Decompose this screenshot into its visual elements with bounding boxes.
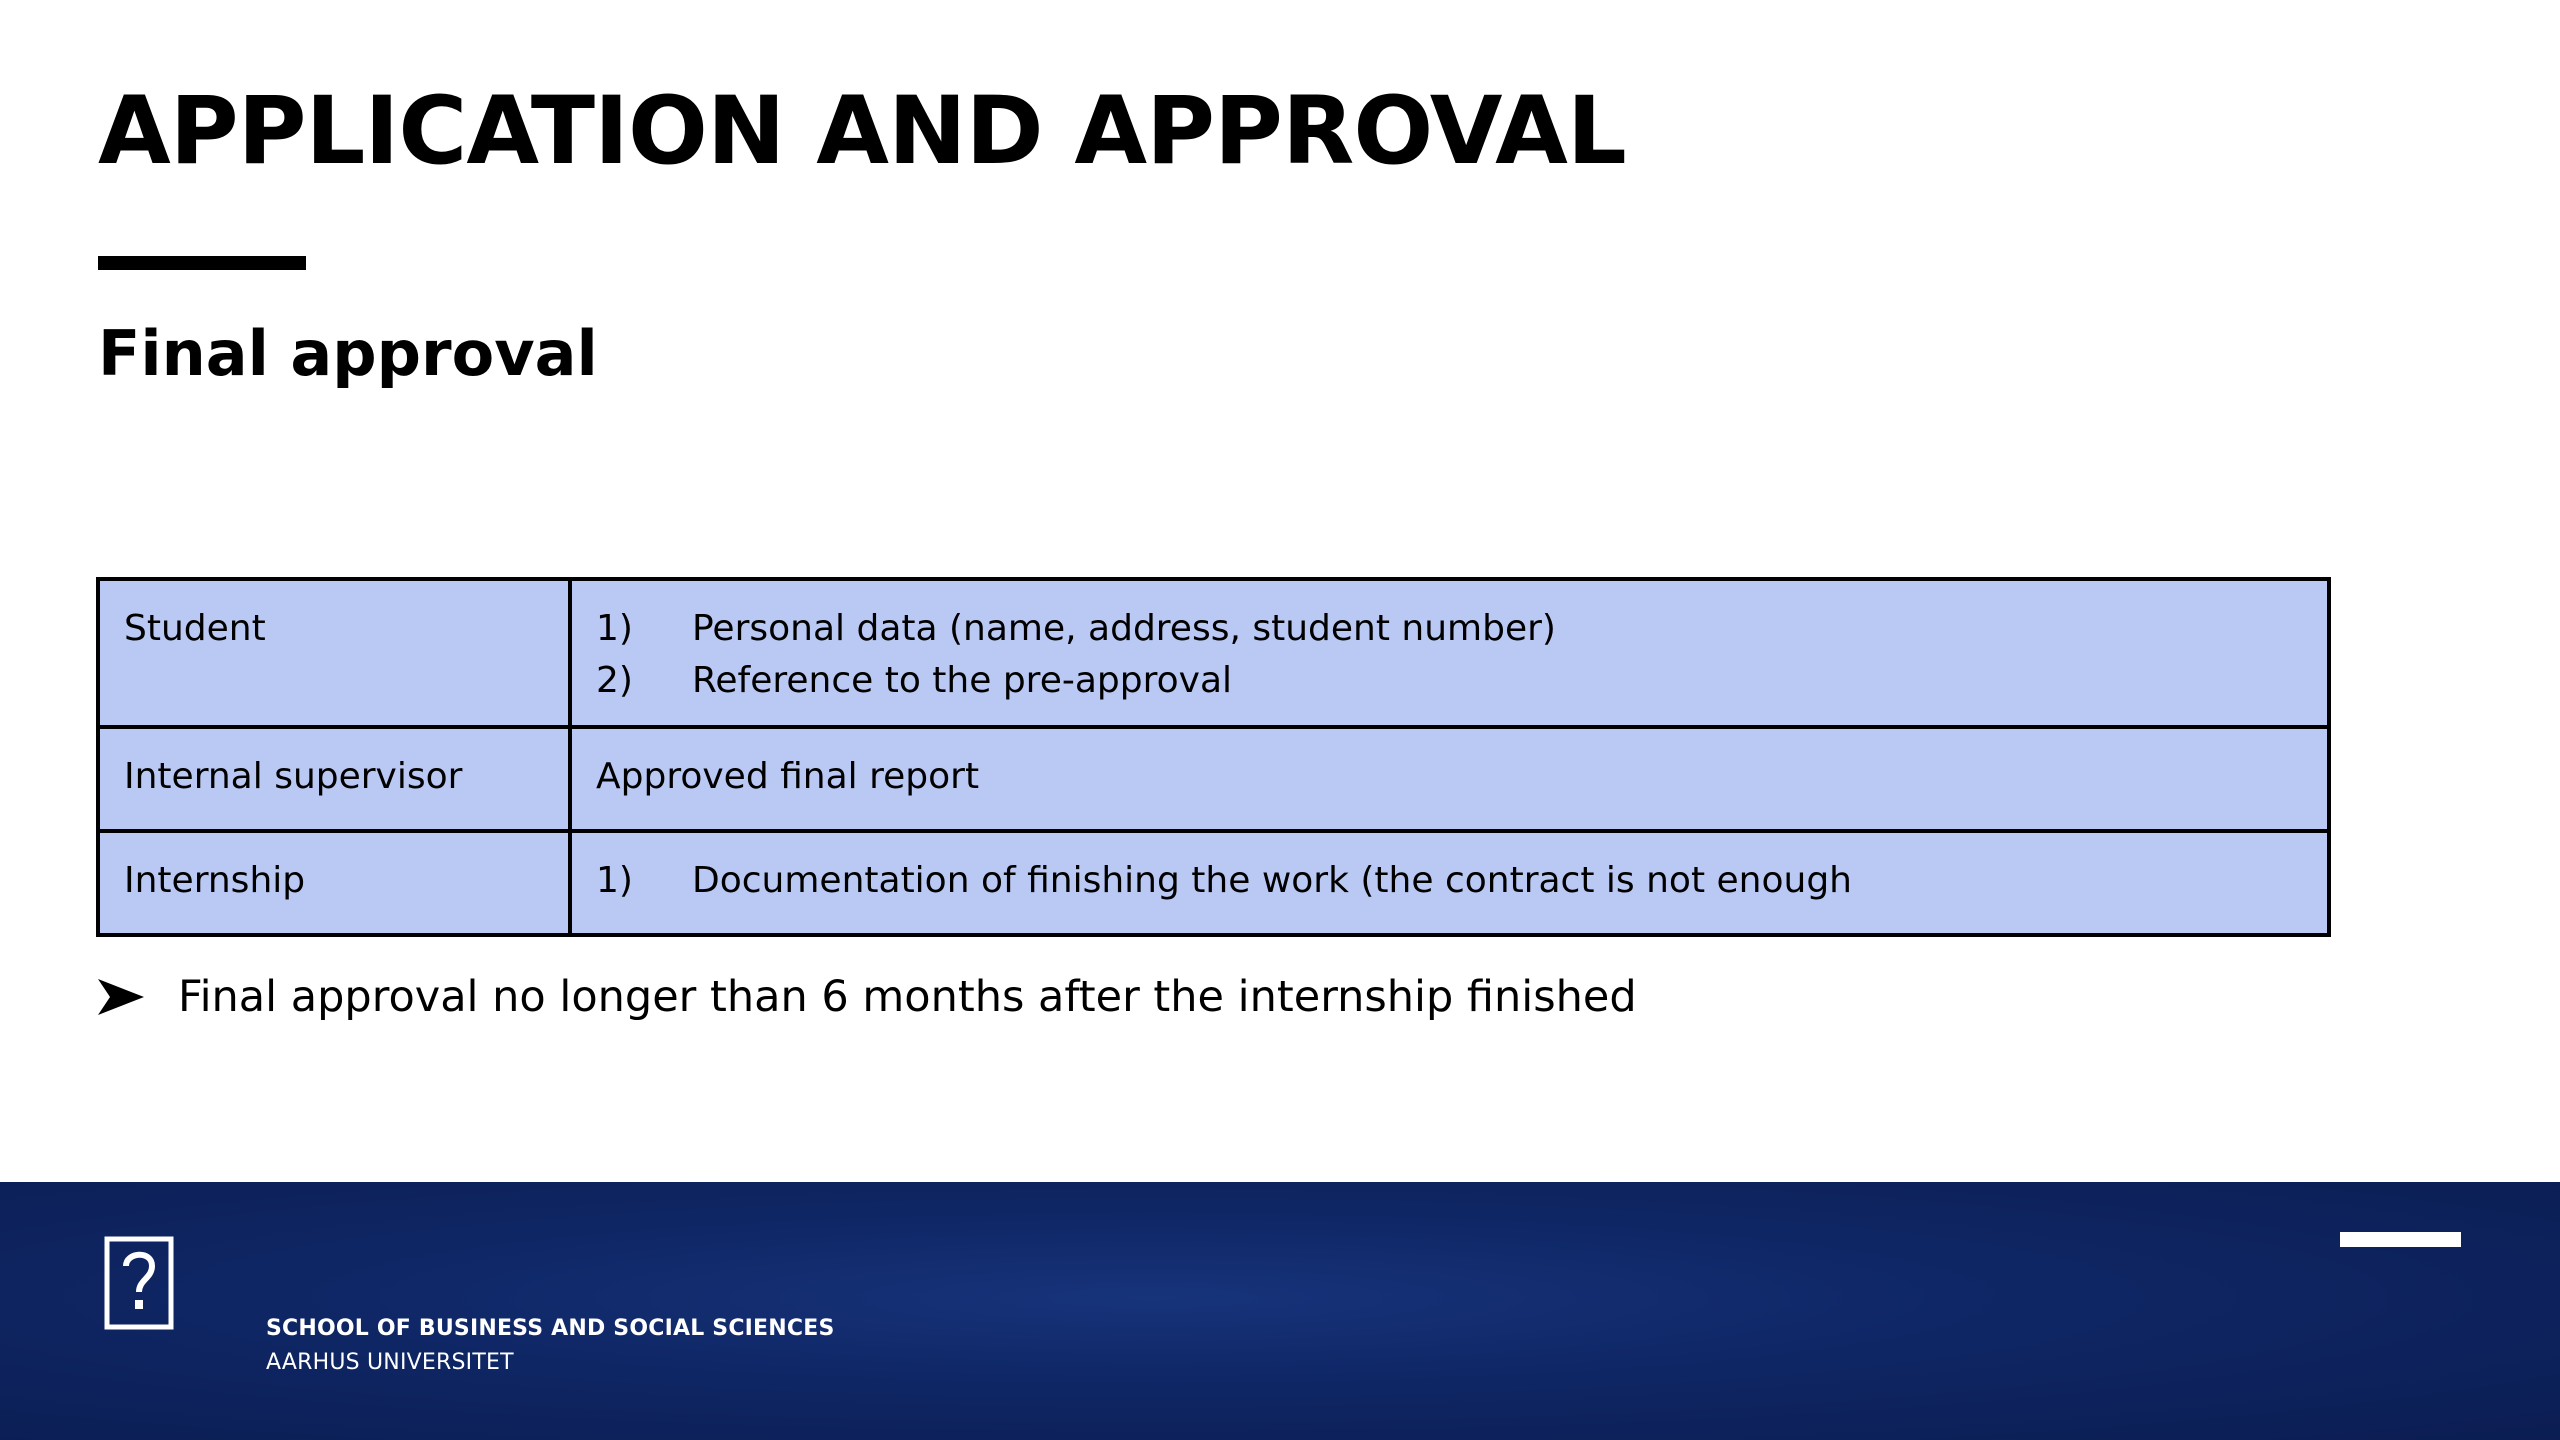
row-content-internal-supervisor: Approved final report <box>570 727 2329 831</box>
list-number: 2) <box>596 660 633 701</box>
footer-dash <box>2340 1232 2461 1247</box>
note-text: Final approval no longer than 6 months after the internship finished <box>178 972 1637 1022</box>
row-label-internal-supervisor: Internal supervisor <box>98 727 570 831</box>
note-bullet <box>98 972 1637 1022</box>
arrow-bullet-icon <box>98 977 146 1017</box>
approval-requirements-table <box>96 577 2331 937</box>
list-text: Personal data (name, address, student number) <box>692 608 1556 649</box>
footer-school-name: SCHOOL OF BUSINESS AND SOCIAL SCIENCES <box>266 1316 835 1341</box>
row-content-internship <box>570 831 2329 935</box>
footer-university-name: AARHUS UNIVERSITET <box>266 1350 514 1375</box>
list-text: Reference to the pre-approval <box>692 660 1232 701</box>
row-label-internship: Internship <box>98 831 570 935</box>
row-label-student: Student <box>98 579 570 727</box>
list-number: 1) <box>596 860 633 901</box>
slide-subtitle: Final approval <box>98 317 598 390</box>
list-item <box>596 855 2303 907</box>
row-content-student <box>570 579 2329 727</box>
footer-bar <box>0 1182 2560 1440</box>
table-row <box>98 579 2329 727</box>
list-item <box>596 603 2303 655</box>
title-underline <box>98 256 306 270</box>
list-item <box>596 655 2303 707</box>
table-row <box>98 831 2329 935</box>
list-text: Documentation of finishing the work (the contract is not enough <box>692 860 1852 901</box>
aarhus-university-seal-icon <box>104 1236 174 1330</box>
table-row <box>98 727 2329 831</box>
list-number: 1) <box>596 608 633 649</box>
slide-title: APPLICATION AND APPROVAL <box>98 77 1626 186</box>
